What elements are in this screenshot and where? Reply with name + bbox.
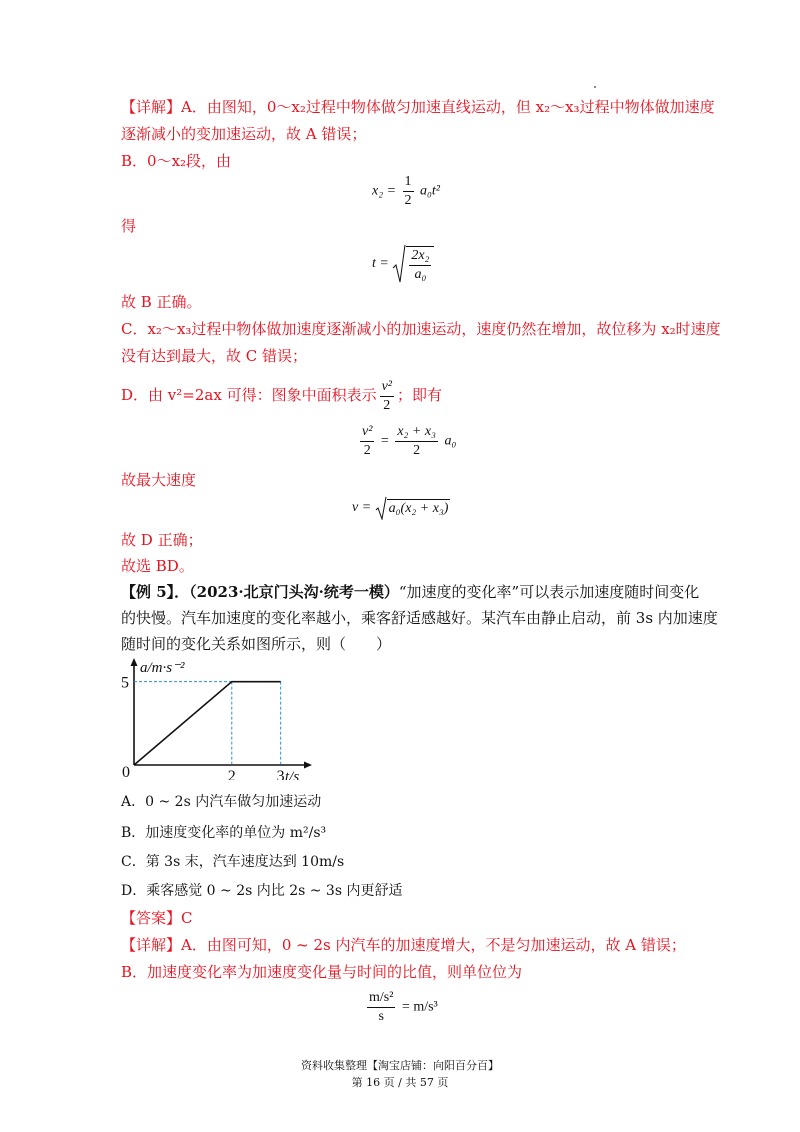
eq2-num: 2x₂ bbox=[409, 248, 431, 266]
eq3-rnum: x₂ + x₃ bbox=[395, 424, 438, 442]
eq4-radicand: a₀(x₂ + x₃) bbox=[388, 501, 449, 516]
eq2-lhs: t = bbox=[372, 256, 389, 272]
chart-labels bbox=[121, 660, 299, 780]
solution-c-line1: C．x₂～x₃过程中物体做加速度逐渐减小的加速运动，速度仍然在增加，故位移为 x₂时速度 bbox=[121, 320, 721, 338]
unit-fraction bbox=[367, 990, 395, 1025]
sqrt-sign-icon bbox=[392, 244, 406, 284]
unit-den: s bbox=[378, 1009, 384, 1024]
footer-page-number: 第 16 页 / 共 57 页 bbox=[351, 1076, 449, 1089]
solution-a-line2: 逐渐减小的变加速运动，故 A 错误； bbox=[121, 125, 367, 143]
eq3-left-fraction bbox=[360, 424, 374, 459]
option-a bbox=[121, 792, 321, 812]
eq1-den: 2 bbox=[404, 193, 412, 208]
example-line2: 的快慢。汽车加速度的变化率越小，乘客舒适感越好。某汽车由静止启动，前 3s 内加速度 bbox=[121, 609, 718, 627]
option-d-text: 乘客感觉 0 ~ 2s 内比 2s ~ 3s 内更舒适 bbox=[146, 883, 403, 899]
option-c-text: 第 3s 末，汽车速度达到 10m/s bbox=[145, 854, 345, 870]
example-line1-rest: “加速度的变化率”可以表示加速度随时间变化 bbox=[398, 583, 700, 601]
detail-line1: 【详解】A．由图可知，0 ~ 2s 内汽车的加速度增大，不是匀加速运动，故 A 错误； bbox=[121, 936, 686, 954]
solution-b-line1: B．0～x₂段，由 bbox=[121, 152, 232, 170]
solution-b-de: 得 bbox=[121, 217, 137, 235]
option-d-letter: D． bbox=[121, 883, 147, 899]
unit-rhs: = m/s³ bbox=[401, 999, 438, 1015]
solution-a-line1: 【详解】A．由图知，0～x₂过程中物体做匀加速直线运动，但 x₂～x₃过程中物体做加速度 bbox=[121, 98, 715, 116]
eq2-radicand bbox=[406, 246, 434, 283]
example-label: 【例 5】． bbox=[121, 583, 190, 601]
example-line3: 随时间的变化关系如图所示，则（ ） bbox=[121, 635, 392, 653]
solution-d-line1 bbox=[121, 377, 442, 414]
acceleration-time-chart bbox=[115, 655, 315, 780]
equation-t bbox=[372, 244, 434, 284]
d-line1-pre: D．由 v²=2ax 可得：图象中面积表示 bbox=[121, 386, 377, 404]
option-a-letter: A． bbox=[121, 794, 146, 810]
y-tick-5: 5 bbox=[121, 674, 129, 692]
x-axis-arrow-icon bbox=[304, 762, 312, 769]
eq4-radical bbox=[375, 496, 451, 520]
eq3-right-fraction bbox=[395, 424, 438, 459]
option-b bbox=[121, 823, 326, 843]
unit-num: m/s² bbox=[367, 990, 395, 1008]
y-axis-arrow-icon bbox=[131, 658, 138, 666]
equation-unit bbox=[364, 990, 438, 1025]
option-d bbox=[121, 881, 402, 901]
chart-series bbox=[134, 682, 281, 765]
eq1-lhs: x₂ = bbox=[372, 183, 397, 199]
d-line1-fraction bbox=[380, 379, 394, 414]
equation-vmax bbox=[352, 496, 450, 520]
eq2-fraction bbox=[409, 248, 431, 283]
footer-shop: 资料收集整理【淘宝店铺：向阳百分百】 bbox=[301, 1059, 499, 1072]
eq3-lnum: v² bbox=[360, 424, 374, 442]
x-axis-label: t/s bbox=[285, 769, 300, 780]
d-line1-post: ；即有 bbox=[397, 386, 443, 404]
equation-area: $\frac{\text{v²}}{2}$ = $\frac{\text{x₂ + x₃}}{2}$ a₀ bbox=[362, 424, 457, 458]
solution-d-conclusion: 故 D 正确； bbox=[121, 531, 203, 549]
eq1-num: 1 bbox=[403, 174, 414, 192]
eq3-lden: 2 bbox=[363, 443, 371, 458]
solution-d-max-speed: 故最大速度 bbox=[121, 471, 197, 489]
equation-x2 bbox=[372, 174, 440, 209]
option-a-text: 0 ~ 2s 内汽车做匀加速运动 bbox=[145, 794, 322, 810]
solution-b-conclusion: 故 B 正确。 bbox=[121, 293, 202, 311]
option-b-text: 加速度变化率的单位为 m²/s³ bbox=[145, 825, 327, 841]
eq4-lhs: v = bbox=[352, 500, 372, 516]
answer-label: 【答案】C bbox=[121, 909, 193, 927]
eq2-den: a₀ bbox=[414, 266, 427, 282]
eq2-radical bbox=[392, 244, 434, 284]
sqrt-sign-icon bbox=[375, 496, 387, 520]
option-b-letter: B． bbox=[121, 825, 146, 841]
detail-line2: B．加速度变化率为加速度变化量与时间的比值，则单位位为 bbox=[121, 963, 523, 981]
example-source: （2023·北京门头沟·统考一模） bbox=[189, 583, 399, 601]
eq3-tail: a₀ bbox=[444, 433, 457, 449]
d-line1-num: v² bbox=[380, 379, 394, 397]
chart-guides bbox=[134, 682, 281, 765]
eq1-rhs: a₀t² bbox=[420, 183, 440, 199]
series-line bbox=[134, 682, 281, 765]
x-tick-3: 3 bbox=[276, 768, 285, 780]
scan-dot bbox=[594, 86, 596, 88]
eq1-fraction bbox=[403, 174, 414, 209]
eq3-rden: 2 bbox=[413, 443, 421, 458]
origin-label: 0 bbox=[122, 764, 130, 780]
example-line1 bbox=[121, 582, 699, 602]
d-line1-den: 2 bbox=[383, 397, 391, 413]
option-c-letter: C． bbox=[121, 854, 146, 870]
x-tick-2: 2 bbox=[227, 768, 236, 780]
option-c bbox=[121, 852, 344, 872]
solution-final: 故选 BD。 bbox=[121, 557, 194, 575]
solution-c-line2: 没有达到最大，故 C 错误； bbox=[121, 347, 308, 365]
y-axis-label: a/m·s⁻² bbox=[140, 660, 185, 676]
